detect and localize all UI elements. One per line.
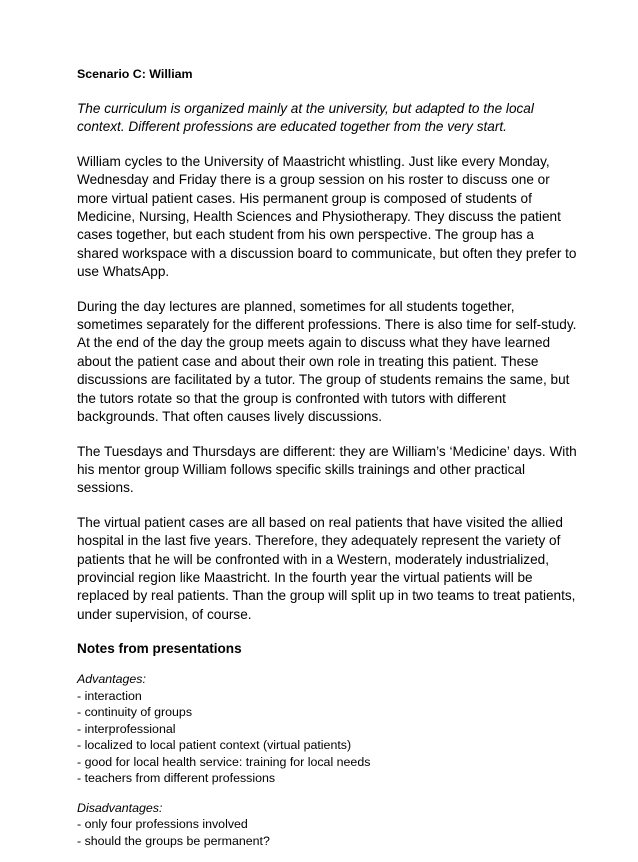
paragraph-2: During the day lectures are planned, sometimes for all students together, sometimes separately for the different professions. There is also time for self-study. At the end of the day the group meets again to discuss what they have learned about the patient case and about their own role in treating this patient. These discussions are facilitated by a tutor. The group of students remains the same, but the tutors rotate so that the group is confronted with tutors with different backgrounds. That often causes lively discussions.: [77, 298, 577, 425]
list-item: - continuity of groups: [77, 705, 193, 720]
disadvantages-list: [77, 800, 577, 850]
notes-heading: Notes from presentations: [77, 641, 242, 657]
document-page: [77, 66, 577, 862]
list-item: - should the groups be permanent?: [77, 833, 270, 848]
scenario-intro: The curriculum is organized mainly at the university, but adapted to the local context. Different professions are educated together from the very start.: [77, 101, 534, 135]
paragraph-1: William cycles to the University of Maastricht whistling. Just like every Monday, Wednesday and Friday there is a group session on his roster to discuss one or more virtual patient cases. His permanent group is composed of students of Medicine, Nursing, Health Sciences and Physiotherapy. They discuss the patient cases together, but each student from his own perspective. The group has a shared workspace with a discussion board to communicate, but often they prefer to use WhatsApp.: [77, 153, 577, 280]
paragraph-4: The virtual patient cases are all based on real patients that have visited the allied hospital in the last five years. Therefore, they adequately represent the variety of patients that he will be confronted with in a Western, moderately industrialized, provincial region like Maastricht. In the fourth year the virtual patients will be replaced by real patients. Than the group will split up in two teams to treat patients, under supervision, of course.: [77, 514, 576, 622]
list-item: - interprofessional: [77, 721, 176, 736]
list-item: - good for local health service: training for local needs: [77, 754, 371, 769]
list-item: - localized to local patient context (virtual patients): [77, 738, 352, 753]
scenario-title: Scenario C: William: [77, 67, 193, 81]
list-item: - only four professions involved: [77, 817, 248, 832]
advantages-list: [77, 671, 577, 787]
advantages-title: Advantages:: [77, 672, 146, 687]
list-item: - teachers from different professions: [77, 771, 276, 786]
list-item: - interaction: [77, 688, 142, 703]
paragraph-3: The Tuesdays and Thursdays are different: they are William’s ‘Medicine’ days. With his mentor group William follows specific skills trainings and other practical sessions.: [77, 443, 577, 496]
disadvantages-title: Disadvantages:: [77, 800, 163, 815]
